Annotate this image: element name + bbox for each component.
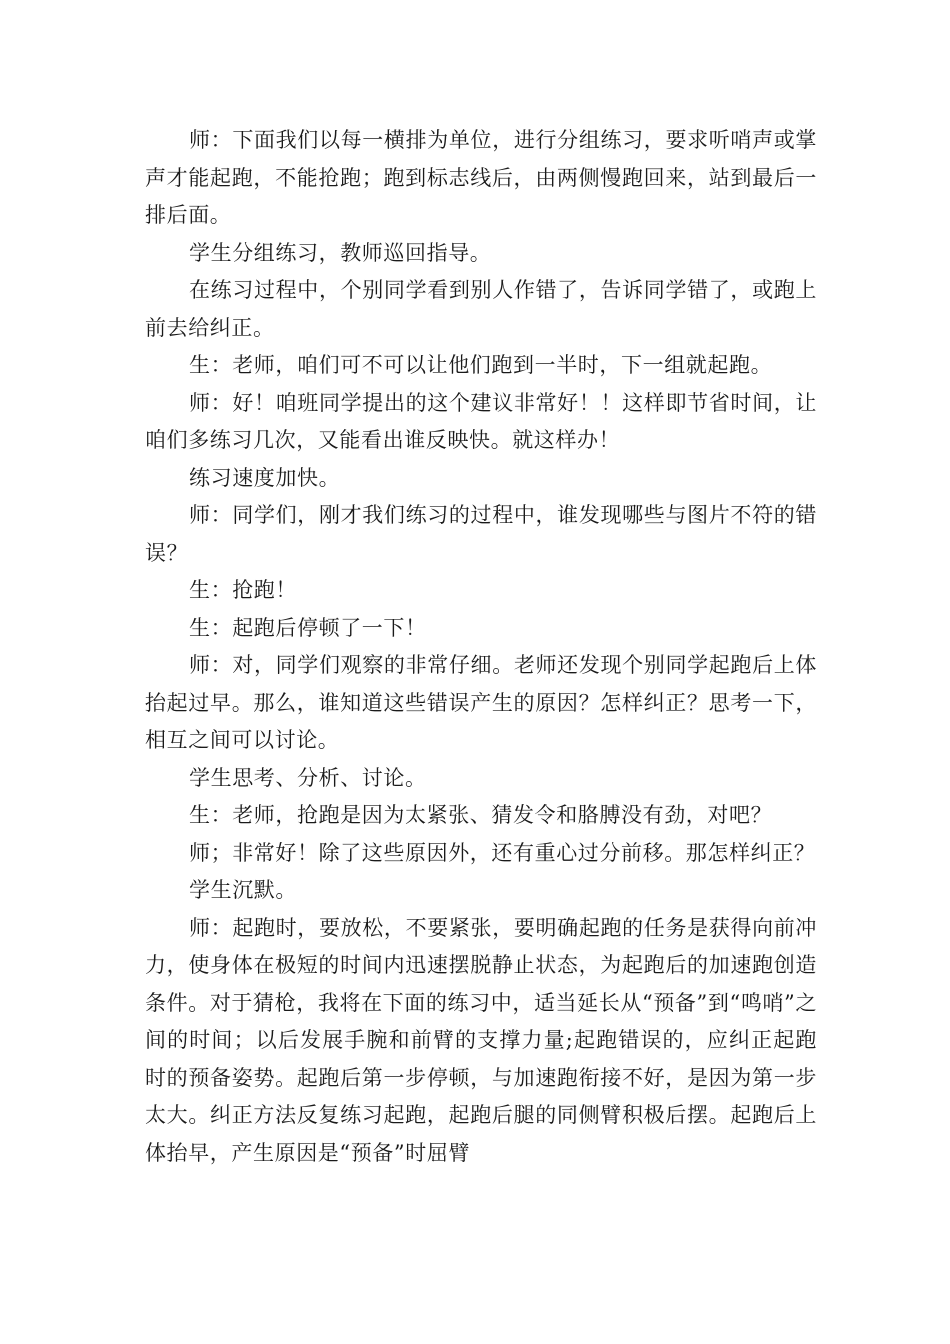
paragraph: 师：对，同学们观察的非常仔细。老师还发现个别同学起跑后上体抬起过早。那么，谁知道这些错误产生的原因？怎样纠正？思考一下，相互之间可以讨论。: [145, 653, 817, 752]
paragraph: 师：好！咱班同学提出的这个建议非常好！！这样即节省时间，让咱们多练习几次，又能看出谁反映快。就这样办！: [145, 390, 817, 452]
paragraph: 生：老师，咱们可不可以让他们跑到一半时，下一组就起跑。: [189, 353, 773, 377]
paragraph: 学生分组练习，教师巡回指导。: [189, 240, 492, 265]
paragraph: 师：同学们，刚才我们练习的过程中，谁发现哪些与图片不符的错误？: [145, 503, 817, 565]
paragraph: 练习速度加快。: [189, 465, 341, 490]
paragraph: 师：下面我们以每一横排为单位，进行分组练习，要求听哨声或掌声才能起跑，不能抢跑；跑到标志线后，由两侧慢跑回来，站到最后一排后面。: [145, 128, 817, 227]
paragraph: 生：抢跑！: [189, 578, 297, 602]
paragraph: 生：起跑后停顿了一下！: [189, 615, 427, 640]
paragraph: 师：起跑时，要放松，不要紧张，要明确起跑的任务是获得向前冲力，使身体在极短的时间内迅速摆脱静止状态，为起跑后的加速跑创造条件。对于猜枪，我将在下面的练习中，适当延长从“预备”到“鸣哨”之间的时间；以后发展手腕和前臂的支撑力量;起跑错误的，应纠正起跑时的预备姿势。起跑后第一步停顿，与加速跑衔接不好，是因为第一步太大。纠正方法反复练习起跑，起跑后腿的同侧臂积极后摆。起跑后上体抬早，产生原因是“预备”时屈臂: [145, 915, 817, 1165]
paragraph: 学生沉默。: [189, 878, 297, 902]
paragraph: 学生思考、分析、讨论。: [189, 765, 427, 790]
paragraph: 生：老师，抢跑是因为太紧张、猜发令和胳膊没有劲，对吧？: [189, 803, 773, 827]
document-body: [145, 122, 817, 1172]
paragraph: 师；非常好！除了这些原因外，还有重心过分前移。那怎样纠正？: [189, 840, 816, 865]
paragraph: 在练习过程中，个别同学看到别人作错了，告诉同学错了，或跑上前去给纠正。: [145, 278, 817, 340]
